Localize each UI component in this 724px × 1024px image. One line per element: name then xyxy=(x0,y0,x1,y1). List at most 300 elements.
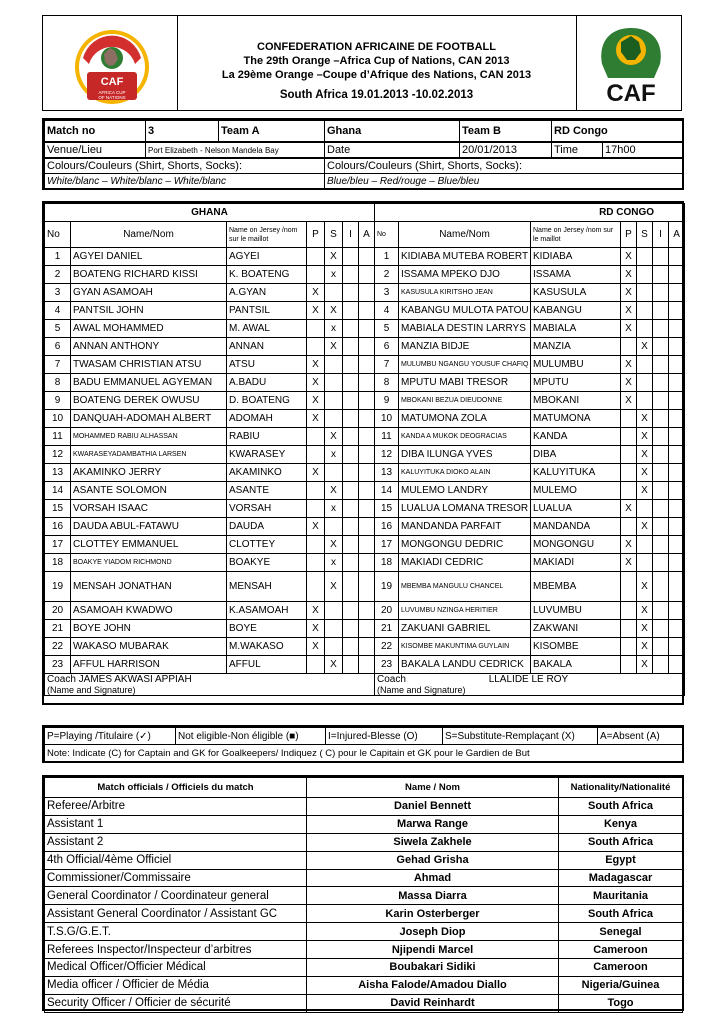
player-jersey-name: MAKIADI xyxy=(531,554,621,572)
player-row xyxy=(45,572,685,602)
absent-mark xyxy=(359,266,375,284)
official-role: Assistant 1 xyxy=(45,815,307,833)
absent-mark xyxy=(669,554,685,572)
player-jersey-name: ADOMAH xyxy=(227,410,307,428)
injured-mark xyxy=(343,482,359,500)
player-number: 13 xyxy=(45,464,71,482)
injured-mark xyxy=(343,620,359,638)
player-row xyxy=(45,602,685,620)
player-jersey-name: ASANTE xyxy=(227,482,307,500)
substitute-mark: X xyxy=(325,302,343,320)
player-jersey-name: KALUYITUKA xyxy=(531,464,621,482)
colours-label-b: Colours/Couleurs (Shirt, Shorts, Socks): xyxy=(325,159,683,174)
absent-mark xyxy=(359,374,375,392)
player-jersey-name: KISOMBE xyxy=(531,638,621,656)
player-name: MAKIADI CEDRIC xyxy=(399,554,531,572)
official-role: Referee/Arbitre xyxy=(45,798,307,816)
player-number: 23 xyxy=(375,656,399,674)
player-number: 9 xyxy=(45,392,71,410)
playing-mark xyxy=(307,428,325,446)
officials-col-nat: Nationality/Nationalité xyxy=(559,778,683,798)
substitute-mark xyxy=(325,374,343,392)
player-number: 16 xyxy=(375,518,399,536)
injured-mark xyxy=(653,464,669,482)
injured-mark xyxy=(343,410,359,428)
substitute-mark xyxy=(325,410,343,428)
coach-b-label: Coach xyxy=(377,674,406,685)
player-name: LUALUA LOMANA TRESOR xyxy=(399,500,531,518)
playing-mark xyxy=(307,338,325,356)
absent-mark xyxy=(669,428,685,446)
injured-mark xyxy=(343,320,359,338)
injured-mark xyxy=(653,392,669,410)
injured-mark xyxy=(343,500,359,518)
player-name: BOAKYE YIADOM RICHMOND xyxy=(71,554,227,572)
coach-a-cell xyxy=(45,674,375,696)
substitute-mark xyxy=(637,248,653,266)
player-row xyxy=(45,638,685,656)
player-name: MPUTU MABI TRESOR xyxy=(399,374,531,392)
player-row xyxy=(45,428,685,446)
officials-col-name: Name / Nom xyxy=(307,778,559,798)
substitute-mark xyxy=(637,266,653,284)
player-jersey-name: BOYE xyxy=(227,620,307,638)
absent-mark xyxy=(669,518,685,536)
player-jersey-name: MATUMONA xyxy=(531,410,621,428)
injured-mark xyxy=(653,482,669,500)
playing-mark xyxy=(621,446,637,464)
substitute-mark: X xyxy=(637,410,653,428)
team-a-header: GHANA xyxy=(45,204,375,222)
caf-logo xyxy=(588,24,674,108)
substitute-mark: X xyxy=(325,572,343,602)
player-number: 7 xyxy=(375,356,399,374)
injured-mark xyxy=(343,284,359,302)
coach-b-name: LLALIDE LE ROY xyxy=(488,674,569,685)
injured-mark xyxy=(343,428,359,446)
match-no-label: Match no xyxy=(45,121,146,142)
injured-mark xyxy=(653,428,669,446)
playing-mark xyxy=(307,536,325,554)
player-name: BADU EMMANUEL AGYEMAN xyxy=(71,374,227,392)
player-jersey-name: MONGONGU xyxy=(531,536,621,554)
injured-mark xyxy=(343,464,359,482)
player-name: MATUMONA ZOLA xyxy=(399,410,531,428)
absent-mark xyxy=(669,392,685,410)
player-name: ANNAN ANTHONY xyxy=(71,338,227,356)
injured-mark xyxy=(343,656,359,674)
player-name: MONGONGU DEDRIC xyxy=(399,536,531,554)
team-b-header: RD CONGO xyxy=(375,204,685,222)
absent-mark xyxy=(359,392,375,410)
injured-mark xyxy=(653,536,669,554)
substitute-mark: X xyxy=(637,446,653,464)
substitute-mark xyxy=(637,536,653,554)
playing-mark xyxy=(621,620,637,638)
official-name: Massa Diarra xyxy=(307,887,559,905)
playing-mark xyxy=(621,602,637,620)
playing-mark: X xyxy=(307,302,325,320)
absent-mark xyxy=(669,482,685,500)
official-nationality: Nigeria/Guinea xyxy=(559,976,683,994)
absent-mark xyxy=(669,602,685,620)
playing-mark xyxy=(307,500,325,518)
title-line1: CONFEDERATION AFRICAINE DE FOOTBALL xyxy=(257,41,496,53)
title-line2: The 29th Orange –Africa Cup of Nations, CAN 2013 xyxy=(243,55,510,67)
official-role: 4th Official/4ème Officiel xyxy=(45,851,307,869)
absent-mark xyxy=(359,602,375,620)
player-number: 11 xyxy=(45,428,71,446)
col-name: Name/Nom xyxy=(71,222,227,248)
player-number: 5 xyxy=(45,320,71,338)
match-no-value: 3 xyxy=(146,121,219,142)
tournament-dates: South Africa 19.01.2013 -10.02.2013 xyxy=(279,89,474,101)
svg-text:CAF: CAF xyxy=(100,76,124,88)
venue-label: Venue/Lieu xyxy=(45,143,146,158)
player-jersey-name: ZAKWANI xyxy=(531,620,621,638)
player-jersey-name: RABIU xyxy=(227,428,307,446)
player-jersey-name: A.GYAN xyxy=(227,284,307,302)
absent-mark xyxy=(359,656,375,674)
playing-mark xyxy=(621,338,637,356)
player-number: 20 xyxy=(45,602,71,620)
team-b-value: RD Congo xyxy=(552,121,683,142)
player-jersey-name: MULEMO xyxy=(531,482,621,500)
legend-playing: P=Playing /Titulaire (✓) xyxy=(45,728,176,745)
injured-mark xyxy=(653,554,669,572)
absent-mark xyxy=(359,554,375,572)
player-name: KALUYITUKA DIOKO ALAIN xyxy=(399,464,531,482)
playing-mark xyxy=(307,482,325,500)
player-number: 18 xyxy=(375,554,399,572)
injured-mark xyxy=(343,518,359,536)
team-a-value: Ghana xyxy=(325,121,460,142)
official-nationality: Egypt xyxy=(559,851,683,869)
playing-mark: X xyxy=(621,248,637,266)
substitute-mark xyxy=(325,356,343,374)
playing-mark: X xyxy=(621,284,637,302)
official-nationality: Cameroon xyxy=(559,941,683,959)
absent-mark xyxy=(359,428,375,446)
playing-mark xyxy=(621,464,637,482)
team-b-label: Team B xyxy=(460,121,552,142)
official-nationality: Cameroon xyxy=(559,959,683,977)
official-name: Daniel Bennett xyxy=(307,798,559,816)
absent-mark xyxy=(359,536,375,554)
player-jersey-name: KASUSULA xyxy=(531,284,621,302)
injured-mark xyxy=(343,338,359,356)
injured-mark xyxy=(343,266,359,284)
col-i-b: I xyxy=(653,222,669,248)
substitute-mark xyxy=(637,320,653,338)
player-name: BOYE JOHN xyxy=(71,620,227,638)
player-jersey-name: LUALUA xyxy=(531,500,621,518)
player-number: 19 xyxy=(375,572,399,602)
player-row xyxy=(45,248,685,266)
player-name: DAUDA ABUL-FATAWU xyxy=(71,518,227,536)
absent-mark xyxy=(669,410,685,428)
absent-mark xyxy=(359,338,375,356)
substitute-mark xyxy=(325,284,343,302)
player-jersey-name: LUVUMBU xyxy=(531,602,621,620)
substitute-mark: x xyxy=(325,320,343,338)
playing-mark xyxy=(307,320,325,338)
player-jersey-name: ANNAN xyxy=(227,338,307,356)
player-jersey-name: KIDIABA xyxy=(531,248,621,266)
injured-mark xyxy=(653,302,669,320)
injured-mark xyxy=(343,356,359,374)
substitute-mark: x xyxy=(325,446,343,464)
player-number: 14 xyxy=(45,482,71,500)
official-name: Gehad Grisha xyxy=(307,851,559,869)
player-number: 10 xyxy=(45,410,71,428)
injured-mark xyxy=(343,638,359,656)
absent-mark xyxy=(359,248,375,266)
substitute-mark xyxy=(637,284,653,302)
player-name: MULEMO LANDRY xyxy=(399,482,531,500)
substitute-mark: X xyxy=(637,482,653,500)
official-name: David Reinhardt xyxy=(307,994,559,1012)
player-row xyxy=(45,464,685,482)
playing-mark: X xyxy=(307,620,325,638)
player-number: 12 xyxy=(375,446,399,464)
substitute-mark: X xyxy=(637,572,653,602)
absent-mark xyxy=(669,464,685,482)
player-number: 8 xyxy=(375,374,399,392)
official-name: Ahmad xyxy=(307,869,559,887)
player-number: 17 xyxy=(375,536,399,554)
official-name: Njipendi Marcel xyxy=(307,941,559,959)
officials-col-role: Match officials / Officiels du match xyxy=(45,778,307,798)
playing-mark: X xyxy=(621,500,637,518)
player-row xyxy=(45,482,685,500)
playing-mark xyxy=(621,572,637,602)
player-jersey-name: AGYEI xyxy=(227,248,307,266)
col-a: A xyxy=(359,222,375,248)
player-jersey-name: AKAMINKO xyxy=(227,464,307,482)
absent-mark xyxy=(669,266,685,284)
official-name: Aisha Falode/Amadou Diallo xyxy=(307,976,559,994)
official-row xyxy=(45,869,683,887)
playing-mark: X xyxy=(307,284,325,302)
player-row xyxy=(45,302,685,320)
player-name: KABANGU MULOTA PATOU xyxy=(399,302,531,320)
substitute-mark xyxy=(637,356,653,374)
player-name: ZAKUANI GABRIEL xyxy=(399,620,531,638)
absent-mark xyxy=(359,302,375,320)
player-name: KIDIABA MUTEBA ROBERT xyxy=(399,248,531,266)
player-jersey-name: MANDANDA xyxy=(531,518,621,536)
official-row xyxy=(45,798,683,816)
absent-mark xyxy=(359,356,375,374)
substitute-mark: X xyxy=(325,248,343,266)
injured-mark xyxy=(653,446,669,464)
player-jersey-name: MBOKANI xyxy=(531,392,621,410)
player-row xyxy=(45,374,685,392)
player-row xyxy=(45,284,685,302)
official-role: T.S.G/G.E.T. xyxy=(45,923,307,941)
substitute-mark xyxy=(325,392,343,410)
substitute-mark xyxy=(325,602,343,620)
injured-mark xyxy=(343,536,359,554)
colours-label-a: Colours/Couleurs (Shirt, Shorts, Socks): xyxy=(45,159,325,174)
player-row xyxy=(45,554,685,572)
player-name: AFFUL HARRISON xyxy=(71,656,227,674)
playing-mark: X xyxy=(621,320,637,338)
team-sheet xyxy=(42,201,684,705)
player-row xyxy=(45,392,685,410)
time-value: 17h00 xyxy=(603,143,683,158)
absent-mark xyxy=(359,638,375,656)
playing-mark: X xyxy=(621,536,637,554)
player-jersey-name: ISSAMA xyxy=(531,266,621,284)
player-jersey-name: BOAKYE xyxy=(227,554,307,572)
player-name: GYAN ASAMOAH xyxy=(71,284,227,302)
absent-mark xyxy=(669,356,685,374)
substitute-mark: X xyxy=(325,482,343,500)
substitute-mark xyxy=(637,392,653,410)
injured-mark xyxy=(653,602,669,620)
official-nationality: Togo xyxy=(559,994,683,1012)
official-name: Siwela Zakhele xyxy=(307,833,559,851)
official-role: Assistant General Coordinator / Assistant GC xyxy=(45,905,307,923)
player-jersey-name: VORSAH xyxy=(227,500,307,518)
injured-mark xyxy=(343,302,359,320)
substitute-mark: X xyxy=(325,428,343,446)
playing-mark: X xyxy=(307,392,325,410)
document-header xyxy=(42,15,682,111)
absent-mark xyxy=(669,656,685,674)
player-name: MULUMBU NGANGU YOUSUF CHAFIQ xyxy=(399,356,531,374)
player-row xyxy=(45,656,685,674)
substitute-mark: X xyxy=(325,338,343,356)
official-nationality: South Africa xyxy=(559,833,683,851)
substitute-mark xyxy=(637,500,653,518)
official-row xyxy=(45,994,683,1012)
player-jersey-name: K.ASAMOAH xyxy=(227,602,307,620)
absent-mark xyxy=(359,410,375,428)
substitute-mark: X xyxy=(637,638,653,656)
substitute-mark xyxy=(325,518,343,536)
playing-mark xyxy=(621,638,637,656)
official-name: Joseph Diop xyxy=(307,923,559,941)
substitute-mark: X xyxy=(637,602,653,620)
injured-mark xyxy=(653,374,669,392)
official-nationality: Madagascar xyxy=(559,869,683,887)
injured-mark xyxy=(653,620,669,638)
player-name: BOATENG RICHARD KISSI xyxy=(71,266,227,284)
substitute-mark: X xyxy=(325,656,343,674)
playing-mark xyxy=(307,572,325,602)
injured-mark xyxy=(653,500,669,518)
absent-mark xyxy=(359,482,375,500)
injured-mark xyxy=(343,554,359,572)
player-number: 2 xyxy=(375,266,399,284)
official-row xyxy=(45,851,683,869)
player-jersey-name: PANTSIL xyxy=(227,302,307,320)
player-row xyxy=(45,338,685,356)
player-name: KISOMBE MAKUNTIMA GUYLAIN xyxy=(399,638,531,656)
absent-mark xyxy=(359,572,375,602)
player-number: 21 xyxy=(45,620,71,638)
player-row xyxy=(45,410,685,428)
date-label: Date xyxy=(325,143,460,158)
player-jersey-name: M. AWAL xyxy=(227,320,307,338)
injured-mark xyxy=(653,356,669,374)
player-row xyxy=(45,620,685,638)
substitute-mark: x xyxy=(325,500,343,518)
injured-mark xyxy=(343,374,359,392)
official-nationality: South Africa xyxy=(559,798,683,816)
col-jersey-b: Name on Jersey /nom sur le maillot xyxy=(531,222,621,248)
player-name: ASAMOAH KWADWO xyxy=(71,602,227,620)
col-p: P xyxy=(307,222,325,248)
absent-mark xyxy=(669,248,685,266)
substitute-mark: X xyxy=(637,656,653,674)
player-number: 2 xyxy=(45,266,71,284)
player-name: AGYEI DANIEL xyxy=(71,248,227,266)
official-name: Boubakari Sidiki xyxy=(307,959,559,977)
substitute-mark xyxy=(325,620,343,638)
col-a-b: A xyxy=(669,222,685,248)
substitute-mark xyxy=(325,638,343,656)
official-nationality: South Africa xyxy=(559,905,683,923)
player-number: 15 xyxy=(375,500,399,518)
colours-team-b: Blue/bleu – Red/rouge – Blue/bleu xyxy=(325,174,683,190)
player-name: TWASAM CHRISTIAN ATSU xyxy=(71,356,227,374)
player-number: 10 xyxy=(375,410,399,428)
col-s: S xyxy=(325,222,343,248)
player-number: 16 xyxy=(45,518,71,536)
venue-value: Port Elizabeth - Nelson Mandela Bay xyxy=(146,143,325,158)
injured-mark xyxy=(653,638,669,656)
official-row xyxy=(45,941,683,959)
player-number: 9 xyxy=(375,392,399,410)
player-number: 15 xyxy=(45,500,71,518)
player-number: 7 xyxy=(45,356,71,374)
absent-mark xyxy=(669,446,685,464)
official-role: Security Officer / Officier de sécurité xyxy=(45,994,307,1012)
absent-mark xyxy=(669,338,685,356)
col-jersey: Name on Jersey /nom sur le maillot xyxy=(227,222,307,248)
player-number: 1 xyxy=(45,248,71,266)
absent-mark xyxy=(359,446,375,464)
official-nationality: Kenya xyxy=(559,815,683,833)
signature-label-a: (Name and Signature) xyxy=(47,685,136,695)
player-jersey-name: K. BOATENG xyxy=(227,266,307,284)
document-title xyxy=(177,40,576,102)
player-name: DIBA ILUNGA YVES xyxy=(399,446,531,464)
player-name: AKAMINKO JERRY xyxy=(71,464,227,482)
player-jersey-name: M.WAKASO xyxy=(227,638,307,656)
signature-label-b: (Name and Signature) xyxy=(377,685,466,695)
official-nationality: Senegal xyxy=(559,923,683,941)
player-jersey-name: ATSU xyxy=(227,356,307,374)
player-jersey-name: MBEMBA xyxy=(531,572,621,602)
player-name: VORSAH ISAAC xyxy=(71,500,227,518)
player-name: BAKALA LANDU CEDRICK xyxy=(399,656,531,674)
playing-mark: X xyxy=(307,356,325,374)
player-jersey-name: A.BADU xyxy=(227,374,307,392)
playing-mark xyxy=(307,248,325,266)
player-jersey-name: MPUTU xyxy=(531,374,621,392)
svg-text:AFRICA CUP: AFRICA CUP xyxy=(98,90,126,95)
playing-mark: X xyxy=(621,374,637,392)
injured-mark xyxy=(343,446,359,464)
substitute-mark: X xyxy=(637,464,653,482)
player-name: MOHAMMED RABIU ALHASSAN xyxy=(71,428,227,446)
player-row xyxy=(45,356,685,374)
